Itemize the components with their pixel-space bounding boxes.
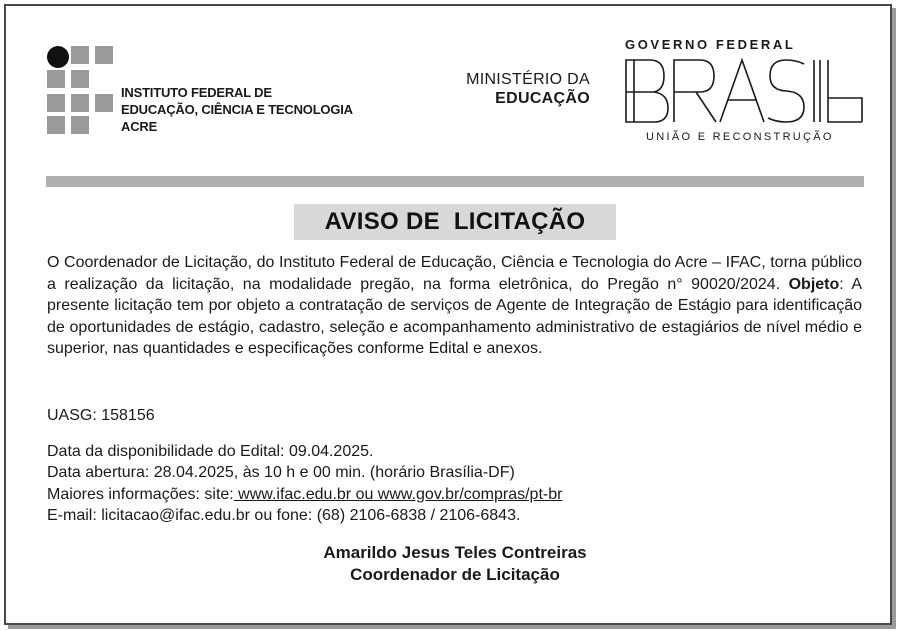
availability-date: Data da disponibilidade do Edital: 09.04.2025.	[47, 443, 374, 460]
ifac-logo-dot	[47, 46, 69, 68]
contact-info: E-mail: licitacao@ifac.edu.br ou fone: (68) 2106-6838 / 2106-6843.	[47, 506, 521, 524]
ministry-line1: MINISTÉRIO DA	[466, 71, 590, 88]
institute-line3: ACRE	[121, 119, 158, 134]
paragraph-start: O Coordenador de Licitação, do Instituto Federal de Educação, Ciência e Tecnologia do Acre – IFAC, torna público a realização da licitação, na modalidade pregão, na forma eletrônica, do Pregão n° 90020/2024.	[47, 254, 862, 293]
more-info-label: Maiores informações: site:	[47, 485, 234, 503]
uasg-code: UASG: 158156	[47, 407, 155, 424]
divider-bar	[46, 176, 864, 187]
brasil-logo-icon	[624, 58, 864, 124]
institute-line2: EDUCAÇÃO, CIÊNCIA E TECNOLOGIA	[121, 102, 353, 117]
ministry-line2: EDUCAÇÃO	[495, 90, 590, 107]
institute-name	[121, 84, 353, 135]
object-label: Objeto	[788, 275, 840, 293]
paragraph-rest: : A presente licitação tem por objeto a contratação de serviços de Agente de Integração de Estágio para identificação de oportunidades de estágio, cadastro, seleção e acompanhamento administrativo de estagiários de nível médio e superior, nas quantidades e especificações conforme Edital e anexos.	[47, 275, 862, 357]
government-title: GOVERNO FEDERAL	[625, 37, 796, 52]
signature	[200, 542, 710, 586]
institute-line1: INSTITUTO FEDERAL DE	[121, 85, 272, 100]
notice-title: AVISO DE LICITAÇÃO	[294, 204, 616, 240]
ifac-logo-icon	[47, 46, 113, 134]
notice-body	[47, 252, 862, 360]
opening-date: Data abertura: 28.04.2025, às 10 h e 00 min. (horário Brasília-DF)	[47, 464, 515, 482]
notice-paragraph	[47, 252, 862, 360]
signature-name: Amarildo Jesus Teles Contreiras	[323, 543, 587, 562]
notice-details	[47, 441, 562, 526]
government-slogan: UNIÃO E RECONSTRUÇÃO	[646, 131, 834, 143]
more-info-links[interactable]: www.ifac.edu.br ou www.gov.br/compras/pt-br	[233, 485, 563, 503]
signature-role: Coordenador de Licitação	[350, 565, 560, 584]
more-info	[47, 484, 562, 505]
ministry-name	[440, 70, 590, 108]
